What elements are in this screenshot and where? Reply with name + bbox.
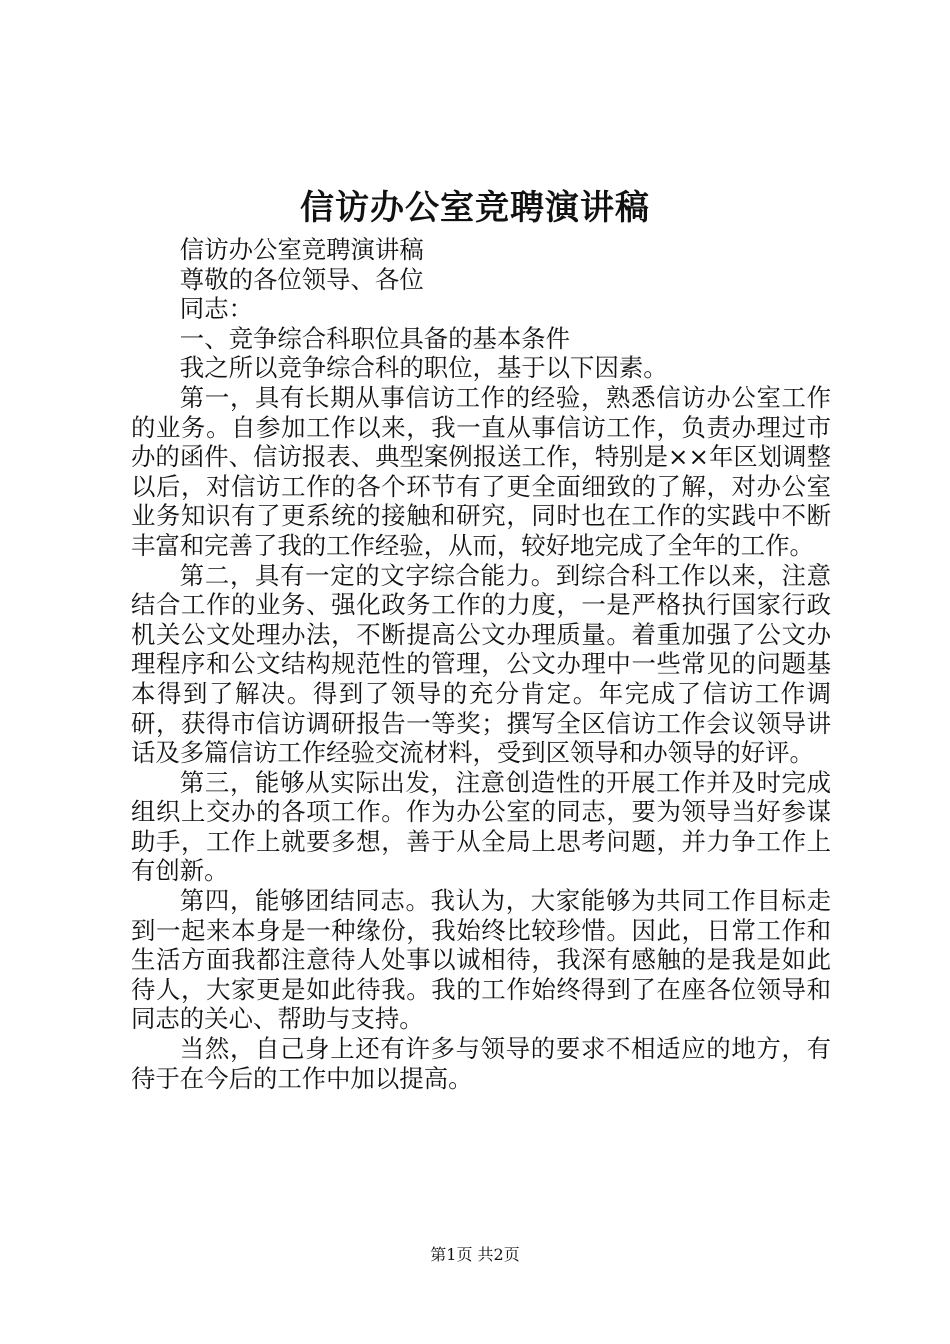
paragraph-first: 第一，具有长期从事信访工作的经验，熟悉信访办公室工作的业务。自参加工作以来，我一直从事信访工作，负责办理过市办的函件、信访报表、典型案例报送工作，特别是××年区划调整以后，对信访工作的各个环节有了更全面细致的了解，对办公室业务知识有了更系统的接触和研究，同时也在工作的实践中不断丰富和完善了我的工作经验，从而，较好地完成了全年的工作。 (131, 382, 831, 560)
document-body (131, 235, 831, 1093)
paragraph-closing: 当然，自己身上还有许多与领导的要求不相适应的地方，有待于在今后的工作中加以提高。 (131, 1034, 831, 1093)
paragraph-second: 第二，具有一定的文字综合能力。到综合科工作以来，注意结合工作的业务、强化政务工作的力度，一是严格执行国家行政机关公文处理办法，不断提高公文办理质量。着重加强了公文办理程序和公文结构规范性的管理，公文办理中一些常见的问题基本得到了解决。得到了领导的充分肯定。年完成了信访工作调研，获得市信访调研报告一等奖；撰写全区信访工作会议领导讲话及多篇信访工作经验交流材料，受到区领导和办领导的好评。 (131, 560, 831, 768)
paragraph-salutation: 尊敬的各位领导、各位 (179, 264, 424, 294)
page-footer: 第1页 共2页 (430, 1245, 520, 1264)
paragraph-intro: 我之所以竞争综合科的职位，基于以下因素。 (179, 353, 668, 383)
paragraph-salutation-cont: 同志： (179, 294, 253, 324)
paragraph-heading-repeat: 信访办公室竞聘演讲稿 (179, 235, 424, 264)
paragraph-fourth: 第四，能够团结同志。我认为，大家能够为共同工作目标走到一起来本身是一种缘份，我始终比较珍惜。因此，日常工作和生活方面我都注意待人处事以诚相待，我深有感触的是我是如此待人，大家更是如此待我。我的工作始终得到了在座各位领导和同志的关心、帮助与支持。 (131, 886, 831, 1034)
document-title: 信访办公室竞聘演讲稿 (300, 188, 650, 228)
paragraph-third: 第三，能够从实际出发，注意创造性的开展工作并及时完成组织上交办的各项工作。作为办公室的同志，要为领导当好参谋助手，工作上就要多想，善于从全局上思考问题，并力争工作上有创新。 (131, 767, 831, 886)
section-heading: 一、竞争综合科职位具备的基本条件 (179, 323, 571, 353)
